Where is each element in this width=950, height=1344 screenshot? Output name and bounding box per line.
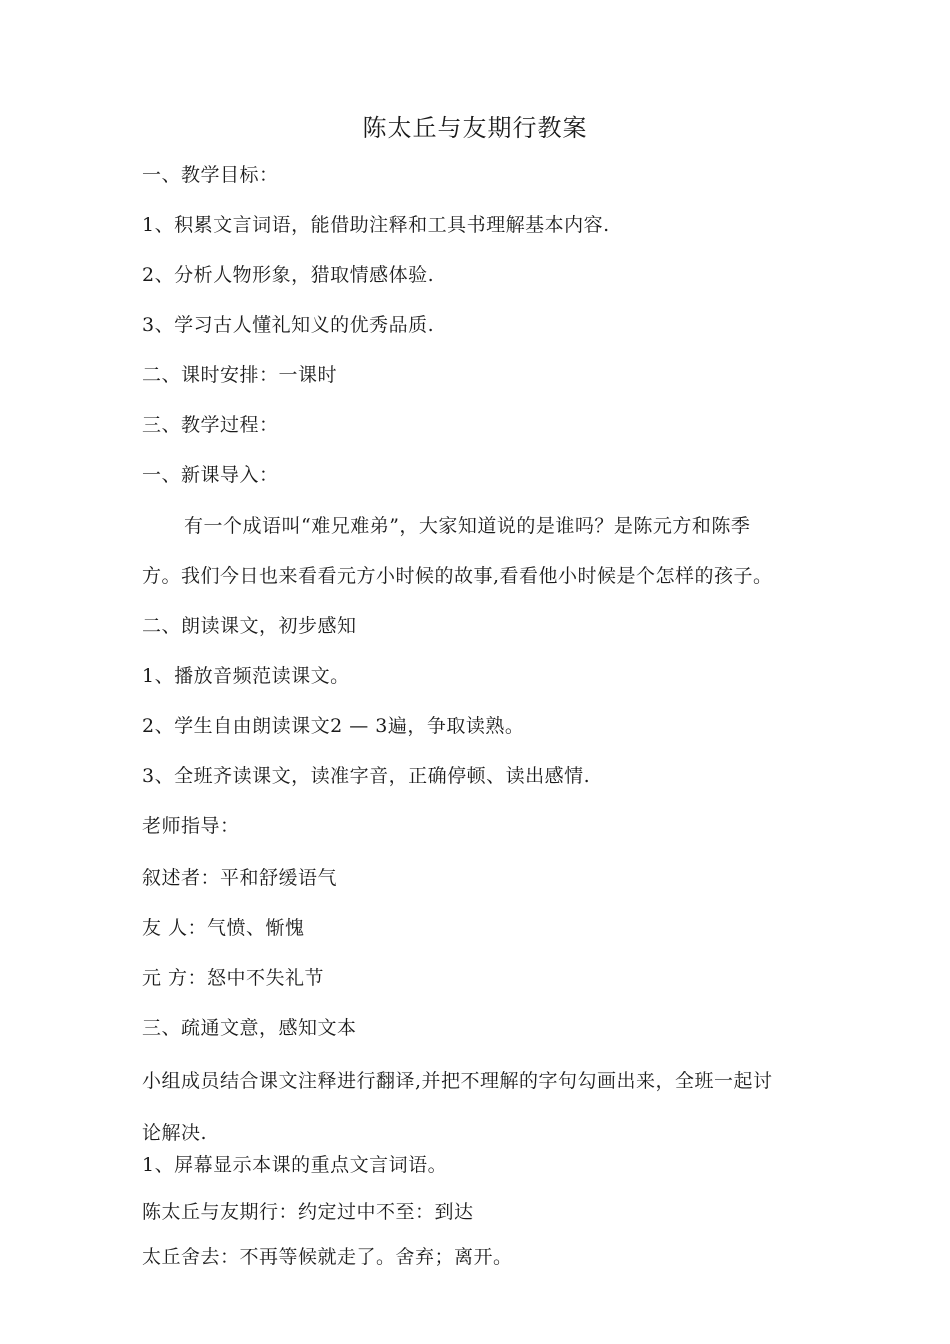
guidance-yuanfang: 元 方：怒中不失礼节: [142, 967, 325, 989]
reading-item-2: 2、学生自由朗读课文2 — 3遍，争取读熟。: [142, 715, 525, 737]
goal-item-3: 3、学习古人懂礼知义的优秀品质.: [142, 314, 435, 336]
goal-item-1: 1、积累文言词语，能借助注释和工具书理解基本内容.: [142, 214, 610, 236]
vocabulary-line: 太丘舍去：不再等候就走了。舍弃；离开。: [142, 1246, 513, 1268]
document-title: 陈太丘与友期行教案: [362, 114, 588, 142]
guidance-narrator: 叙述者：平和舒缓语气: [142, 867, 338, 889]
subsection-heading-comprehension: 三、疏通文意，感知文本: [142, 1017, 357, 1039]
goal-item-2: 2、分析人物形象，猎取情感体验.: [142, 264, 435, 286]
subsection-heading-reading: 二、朗读课文，初步感知: [142, 615, 357, 637]
vocabulary-line: 陈太丘与友期行：约定过中不至：到达: [142, 1201, 474, 1223]
section-heading-schedule: 二、课时安排：一课时: [142, 364, 338, 386]
vocabulary-item-1: 1、屏幕显示本课的重点文言词语。: [142, 1154, 448, 1176]
paragraph-line: 小组成员结合课文注释进行翻译,并把不理解的字句勾画出来，全班一起讨: [142, 1070, 773, 1092]
subsection-heading-intro: 一、新课导入：: [142, 464, 279, 486]
section-heading-process: 三、教学过程：: [142, 414, 279, 436]
reading-item-3: 3、全班齐读课文，读准字音，正确停顿、读出感情.: [142, 765, 591, 787]
paragraph-line: 方。我们今日也来看看元方小时候的故事,看看他小时候是个怎样的孩子。: [142, 565, 773, 587]
guidance-friend: 友 人：气愤、惭愧: [142, 917, 305, 939]
section-heading-teaching-goals: 一、教学目标：: [142, 164, 279, 186]
paragraph-line: 有一个成语叫“难兄难弟”，大家知道说的是谁吗？是陈元方和陈季: [184, 515, 751, 537]
teacher-guidance-heading: 老师指导：: [142, 815, 240, 837]
reading-item-1: 1、播放音频范读课文。: [142, 665, 350, 687]
paragraph-line: 论解决.: [142, 1122, 208, 1144]
